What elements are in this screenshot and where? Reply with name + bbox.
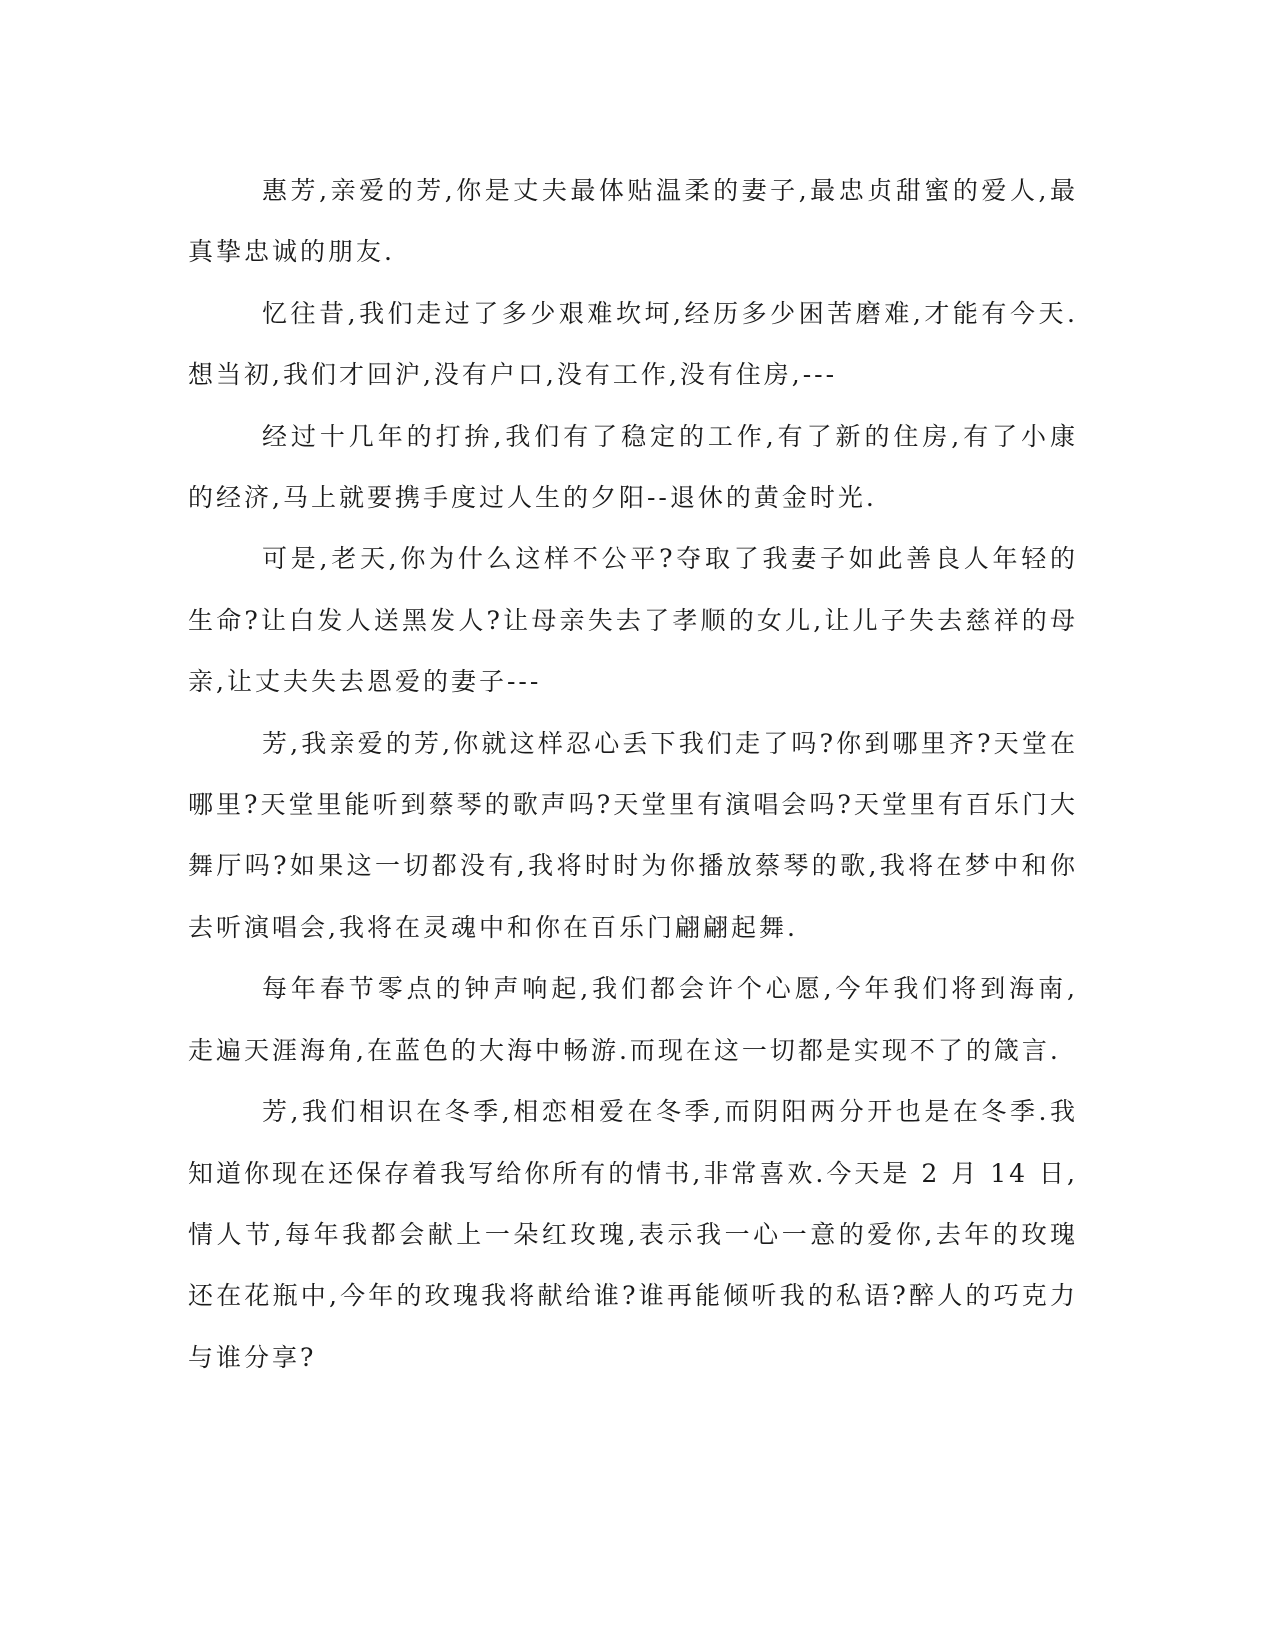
paragraph-1: 惠芳,亲爱的芳,你是丈夫最体贴温柔的妻子,最忠贞甜蜜的爱人,最真挚忠诚的朋友. xyxy=(188,176,1078,267)
paragraph-6: 每年春节零点的钟声响起,我们都会许个心愿,今年我们将到海南,走遍天涯海角,在蓝色的大海中畅游.而现在这一切都是实现不了的箴言. xyxy=(188,974,1078,1065)
paragraph-5: 芳,我亲爱的芳,你就这样忍心丢下我们走了吗?你到哪里齐?天堂在哪里?天堂里能听到蔡琴的歌声吗?天堂里有演唱会吗?天堂里有百乐门大舞厅吗?如果这一切都没有,我将时时为你播放蔡琴的歌,我将在梦中和你去听演唱会,我将在灵魂中和你在百乐门翩翩起舞. xyxy=(188,728,1078,942)
paragraph-3: 经过十几年的打拚,我们有了稳定的工作,有了新的住房,有了小康的经济,马上就要携手度过人生的夕阳--退休的黄金时光. xyxy=(188,421,1078,513)
paragraph-2: 忆往昔,我们走过了多少艰难坎坷,经历多少困苦磨难,才能有今天.想当初,我们才回沪,没有户口,没有工作,没有住房,--- xyxy=(188,298,1078,390)
document-body xyxy=(188,160,1078,1388)
paragraph-7: 芳,我们相识在冬季,相恋相爱在冬季,而阴阳两分开也是在冬季.我知道你现在还保存着我写给你所有的情书,非常喜欢.今天是 2 月 14 日,情人节,每年我都会献上一朵红玫瑰,表示我一心一意的爱你,去年的玫瑰还在花瓶中,今年的玫瑰我将献给谁?谁再能倾听我的私语?醉人的巧克力与谁分享? xyxy=(188,1097,1078,1372)
paragraph-4: 可是,老天,你为什么这样不公平?夺取了我妻子如此善良人年轻的生命?让白发人送黑发人?让母亲失去了孝顺的女儿,让儿子失去慈祥的母亲,让丈夫失去恩爱的妻子--- xyxy=(188,544,1078,697)
